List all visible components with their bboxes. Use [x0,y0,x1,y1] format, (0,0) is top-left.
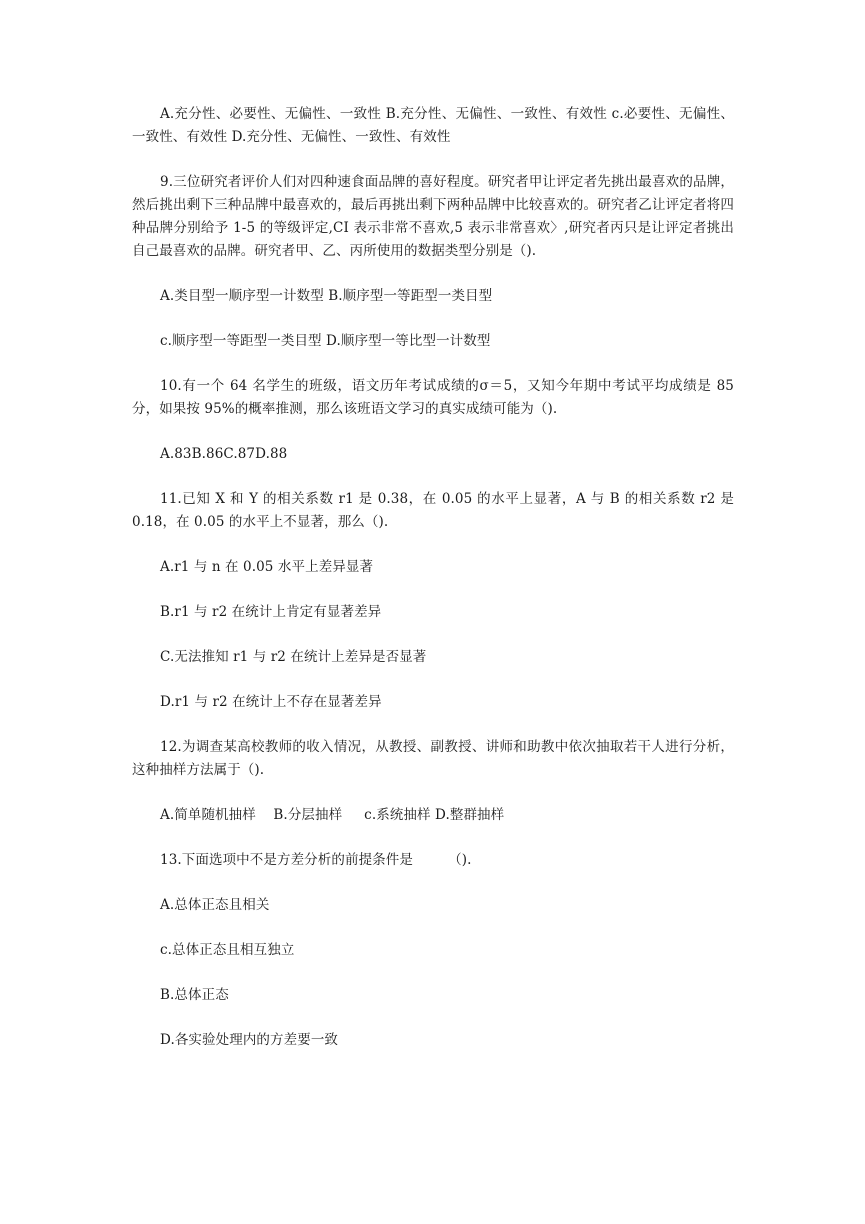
option-q13-c: c.总体正态且相互独立 [160,942,295,958]
question-11: 11.已知 X 和 Y 的相关系数 r1 是 0.38，在 0.05 的水平上显著，A 与 B 的相关系数 r2 是 0.18，在 0.05 的水平上不显著，那么（). [132,491,739,530]
options-q12: A.简单随机抽样 B.分层抽样 c.系统抽样 D.整群抽样 [160,807,505,823]
options-q10: A.83B.86C.87D.88 [160,446,288,462]
question-12: 12.为调查某高校教师的收入情况，从教授、副教授、讲师和助教中依次抽取若干人进行分析，这种抽样方法属于（). [132,739,734,778]
document-body [132,103,739,1074]
options-q9-line2: c.顺序型一等距型一类目型 D.顺序型一等比型一计数型 [160,333,491,349]
options-q8: A.充分性、必要性、无偏性、一致性 B.充分性、无偏性、一致性、有效性 c.必要性、无偏性、一致性、有效性 D.充分性、无偏性、一致性、有效性 [132,106,734,145]
option-q11-b: B.r1 与 r2 在统计上肯定有显著差异 [160,604,382,620]
options-q9-line1: A.类目型一顺序型一计数型 B.顺序型一等距型一类目型 [160,288,493,304]
question-13: 13.下面选项中不是方差分析的前提条件是 （). [160,852,472,868]
question-9: 9.三位研究者评价人们对四种速食面品牌的喜好程度。研究者甲让评定者先挑出最喜欢的品牌，然后挑出剩下三种品牌中最喜欢的，最后再挑出剩下两种品牌中比较喜欢的。研究者乙让评定者将四种品牌分别给予 1-5 的等级评定,CI 表示非常不喜欢,5 表示非常喜欢〉,研究者丙只是让评定者挑出自己最喜欢的品牌。研究者甲、乙、丙所使用的数据类型分别是（). [132,174,734,259]
option-q13-b: B.总体正态 [160,987,229,1003]
option-q11-c: C.无法推知 r1 与 r2 在统计上差异是否显著 [160,649,427,665]
option-q11-a: A.r1 与 n 在 0.05 水平上差异显著 [160,559,374,575]
option-q11-d: D.r1 与 r2 在统计上不存在显著差异 [160,694,382,710]
question-10: 10.有一个 64 名学生的班级，语文历年考试成绩的σ＝5，又知今年期中考试平均成绩是 85 分，如果按 95%的概率推测，那么该班语文学习的真实成绩可能为（). [132,378,739,417]
option-q13-d: D.各实验处理内的方差要一致 [160,1032,339,1048]
option-q13-a: A.总体正态且相关 [160,897,270,913]
